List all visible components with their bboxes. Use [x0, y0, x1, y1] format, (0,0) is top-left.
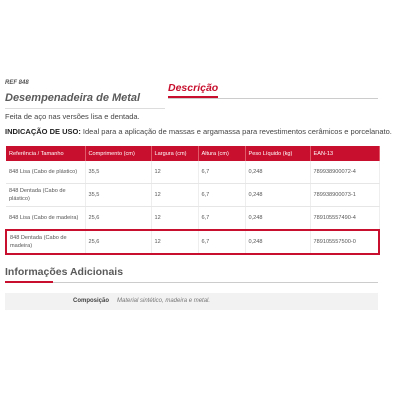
tab-divider — [168, 98, 378, 99]
product-ref: REF 848 — [5, 80, 29, 86]
additional-info-divider — [53, 282, 378, 283]
table-row-highlighted — [6, 230, 379, 254]
cell-width: 12 — [151, 184, 198, 207]
cell-ean: 789105557490-4 — [310, 207, 379, 231]
cell-length: 35,5 — [85, 161, 151, 184]
cell-weight: 0,248 — [245, 230, 310, 254]
cell-height: 6,7 — [198, 184, 245, 207]
table-row — [6, 207, 379, 231]
header-reference: Referência / Tamanho — [6, 146, 85, 161]
composition-label: Composição — [72, 298, 109, 304]
additional-info-title: Informações Adicionais — [5, 266, 124, 278]
product-title: Desempenadeira de Metal — [5, 92, 141, 104]
cell-reference: 848 Dentada (Cabo de madeira) — [6, 230, 85, 254]
cell-ean: 789105557500-0 — [310, 230, 379, 254]
cell-length: 25,6 — [85, 207, 151, 231]
header-ean: EAN-13 — [310, 146, 379, 161]
cell-reference: 848 Lisa (Cabo de plástico) — [6, 161, 85, 184]
cell-ean: 789938900072-4 — [310, 161, 379, 184]
usage-indication — [5, 127, 392, 136]
cell-reference: 848 Lisa (Cabo de madeira) — [6, 207, 85, 231]
tab-description[interactable]: Descrição — [168, 82, 219, 94]
table-row — [6, 161, 379, 184]
header-height: Altura (cm) — [198, 146, 245, 161]
cell-ean: 789938900073-1 — [310, 184, 379, 207]
specs-header-row — [6, 146, 379, 161]
title-divider — [5, 108, 165, 109]
cell-height: 6,7 — [198, 230, 245, 254]
cell-length: 35,5 — [85, 184, 151, 207]
cell-width: 12 — [151, 230, 198, 254]
cell-length: 25,6 — [85, 230, 151, 254]
usage-text: Ideal para a aplicação de massas e argamassa para revestimentos cerâmicos e porcelanato. — [80, 127, 392, 136]
header-weight: Peso Líquido (kg) — [245, 146, 310, 161]
cell-height: 6,7 — [198, 207, 245, 231]
cell-weight: 0,248 — [245, 184, 310, 207]
cell-height: 6,7 — [198, 161, 245, 184]
composition-value: Material sintético, madeira e metal. — [117, 298, 211, 304]
additional-info-indicator — [5, 281, 53, 283]
description-text: Feita de aço nas versões lisa e dentada. — [5, 112, 140, 121]
header-length: Comprimento (cm) — [85, 146, 151, 161]
composition-row — [5, 293, 378, 310]
specs-table — [5, 146, 380, 255]
usage-label: INDICAÇÃO DE USO: — [5, 127, 81, 136]
header-width: Largura (cm) — [151, 146, 198, 161]
table-row — [6, 184, 379, 207]
cell-width: 12 — [151, 207, 198, 231]
cell-width: 12 — [151, 161, 198, 184]
cell-weight: 0,248 — [245, 207, 310, 231]
cell-weight: 0,248 — [245, 161, 310, 184]
cell-reference: 848 Dentada (Cabo de plástico) — [6, 184, 85, 207]
